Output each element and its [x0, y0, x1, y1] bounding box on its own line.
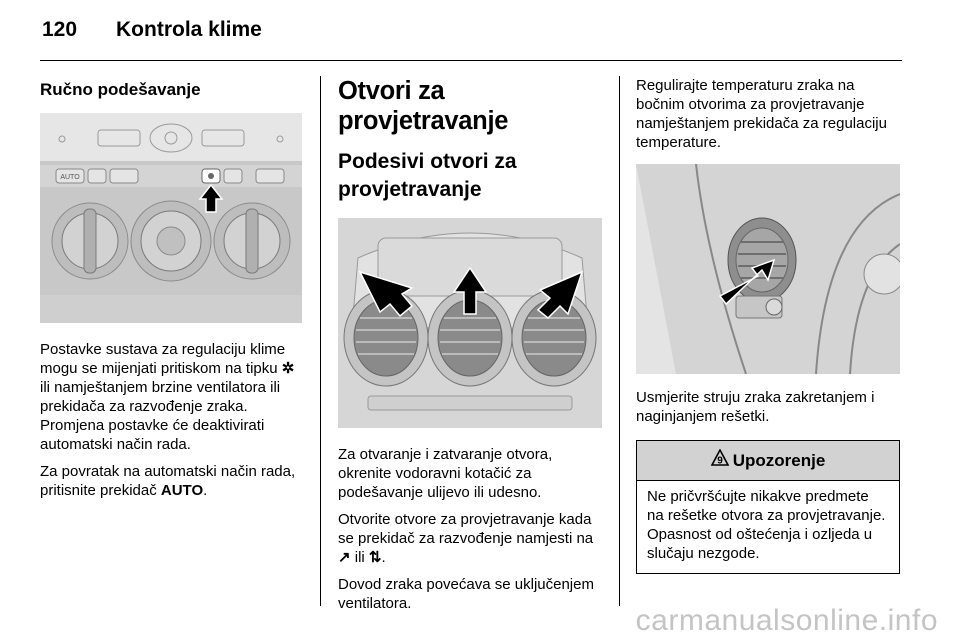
figure-center-vents	[338, 218, 602, 428]
figure-auto-label: AUTO	[60, 174, 80, 181]
watermark: carmanualsonline.info	[635, 604, 938, 637]
column-vents	[338, 76, 602, 613]
warning-box	[636, 440, 900, 574]
text-segment: ili namještanjem brzine ventilatora ili prekidača za razvođenje zraka. Promjena postavke će deaktivirati automatski način rada.	[40, 379, 281, 453]
chapter-title: Kontrola klime	[116, 18, 262, 41]
figure-side-vent	[636, 164, 900, 374]
air-distribution-upper-lower-icon: ⇅	[368, 549, 382, 566]
air-distribution-upper-icon: ↗	[338, 549, 351, 566]
warning-text: Ne pričvršćujte nikakve predmete na rešetke otvora za provjetravanje. Opasnost od oštećenja i ozljeda u slučaju nezgode.	[647, 488, 886, 562]
paragraph-vents-1: Za otvaranje i zatvaranje otvora, okrenite vodoravni kotačić za podešavanje ulijevo ili udesno.	[338, 446, 553, 501]
paragraph-vents-2	[338, 510, 602, 567]
paragraph-side-vents-2: Usmjerite struju zraka zakretanjem i naginjanjem rešetki.	[636, 389, 875, 425]
header-rule	[40, 60, 902, 61]
column-manual-adjustment	[40, 76, 302, 500]
warning-title: Upozorenje	[732, 450, 826, 470]
paragraph-manual-1	[40, 340, 302, 454]
svg-text:9: 9	[716, 455, 723, 467]
page-number: 120	[42, 18, 78, 41]
subheading-adjustable-vents: Podesivi otvori za provjetravanje	[338, 150, 517, 201]
warning-icon	[711, 449, 729, 472]
page-header	[42, 18, 902, 48]
paragraph-side-vents-1: Regulirajte temperaturu zraka na bočnim otvorima za provjetravanje namještanjem prekidača za regulaciju temperature.	[636, 77, 887, 151]
text-segment: .	[203, 482, 208, 499]
text-segment: .	[381, 549, 386, 566]
text-segment: ili	[354, 549, 365, 566]
warning-header	[637, 441, 899, 481]
text-segment: Otvorite otvore za provjetravanje kada se prekidač za razvođenje namjesti na	[338, 511, 594, 547]
paragraph-vents-3: Dovod zraka povećava se uključenjem ventilatora.	[338, 576, 594, 612]
figure-climate-control-panel	[40, 113, 302, 323]
text-segment: Postavke sustava za regulaciju klime mogu se mijenjati pritiskom na tipku	[40, 341, 286, 377]
column-divider	[320, 76, 321, 606]
column-divider	[619, 76, 620, 606]
auto-switch-label: AUTO	[160, 482, 204, 499]
paragraph-manual-2	[40, 462, 302, 500]
column-side-vents	[636, 76, 900, 574]
section-heading-vents: Otvori za provjetravanje	[338, 77, 509, 135]
fan-icon: ✲	[281, 360, 295, 377]
text-segment: Za povratak na automatski način rada, pritisnite prekidač	[40, 463, 296, 499]
section-heading-manual: Ručno podešavanje	[40, 80, 201, 99]
